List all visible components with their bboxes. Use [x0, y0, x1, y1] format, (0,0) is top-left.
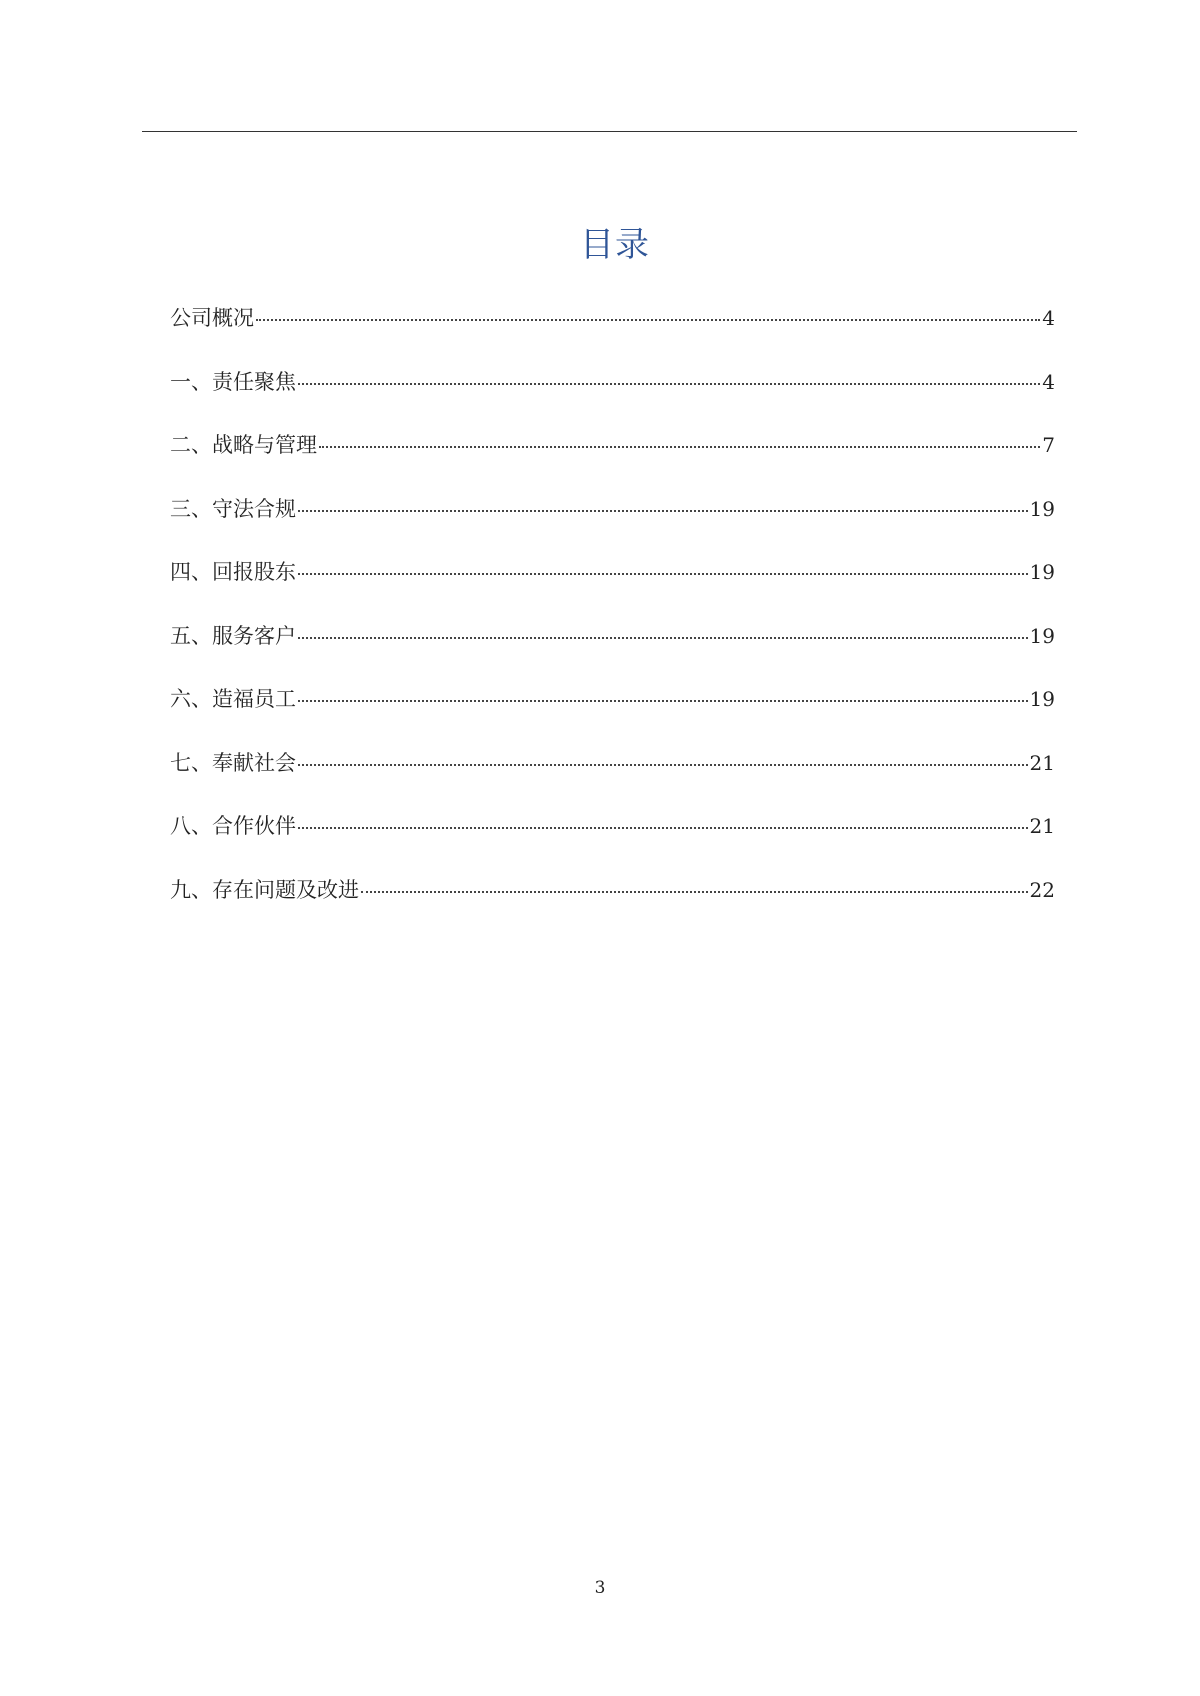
toc-dot-leader: [298, 510, 1028, 512]
toc-dot-leader: [298, 764, 1028, 766]
toc-entry-page: 7: [1042, 433, 1055, 457]
toc-dot-leader: [319, 446, 1040, 448]
toc-list: [170, 300, 1055, 935]
toc-entry-label: 七、奉献社会: [170, 750, 296, 775]
toc-entry-partners[interactable]: [170, 808, 1055, 872]
toc-entry-company-overview[interactable]: [170, 300, 1055, 364]
toc-entry-label: 五、服务客户: [170, 623, 296, 648]
toc-dot-leader: [298, 383, 1040, 385]
toc-entry-page: 22: [1029, 877, 1055, 902]
toc-entry-issues-improvement[interactable]: [170, 872, 1055, 936]
toc-entry-page: 21: [1029, 750, 1055, 775]
toc-entry-label: 八、合作伙伴: [170, 814, 296, 838]
header-rule: [142, 131, 1077, 132]
toc-entry-page: 19: [1029, 687, 1055, 711]
toc-entry-employees[interactable]: [170, 681, 1055, 745]
toc-entry-society[interactable]: [170, 745, 1055, 809]
toc-dot-leader: [361, 891, 1028, 893]
toc-entry-label: 九、存在问题及改进: [170, 877, 359, 902]
toc-entry-label: 二、战略与管理: [170, 433, 317, 457]
toc-dot-leader: [298, 700, 1028, 702]
toc-entry-page: 4: [1042, 369, 1055, 394]
toc-entry-compliance[interactable]: [170, 491, 1055, 555]
toc-entry-page: 19: [1029, 560, 1055, 584]
toc-entry-customers[interactable]: [170, 618, 1055, 682]
toc-entry-shareholders[interactable]: [170, 554, 1055, 618]
toc-dot-leader: [298, 637, 1028, 639]
toc-dot-leader: [256, 319, 1040, 321]
toc-entry-label: 六、造福员工: [170, 687, 296, 711]
page-number: 3: [594, 1578, 606, 1598]
toc-entry-page: 21: [1029, 814, 1055, 838]
toc-entry-page: 4: [1042, 306, 1055, 330]
toc-entry-label: 四、回报股东: [170, 560, 296, 584]
toc-entry-responsibility-focus[interactable]: [170, 364, 1055, 428]
toc-dot-leader: [298, 573, 1028, 575]
toc-entry-page: 19: [1029, 496, 1055, 521]
toc-title: 目录: [580, 225, 650, 265]
toc-entry-label: 三、守法合规: [170, 496, 296, 521]
toc-dot-leader: [298, 827, 1028, 829]
toc-entry-page: 19: [1029, 623, 1055, 648]
toc-entry-label: 公司概况: [170, 306, 254, 330]
toc-entry-strategy-management[interactable]: [170, 427, 1055, 491]
toc-entry-label: 一、责任聚焦: [170, 369, 296, 394]
